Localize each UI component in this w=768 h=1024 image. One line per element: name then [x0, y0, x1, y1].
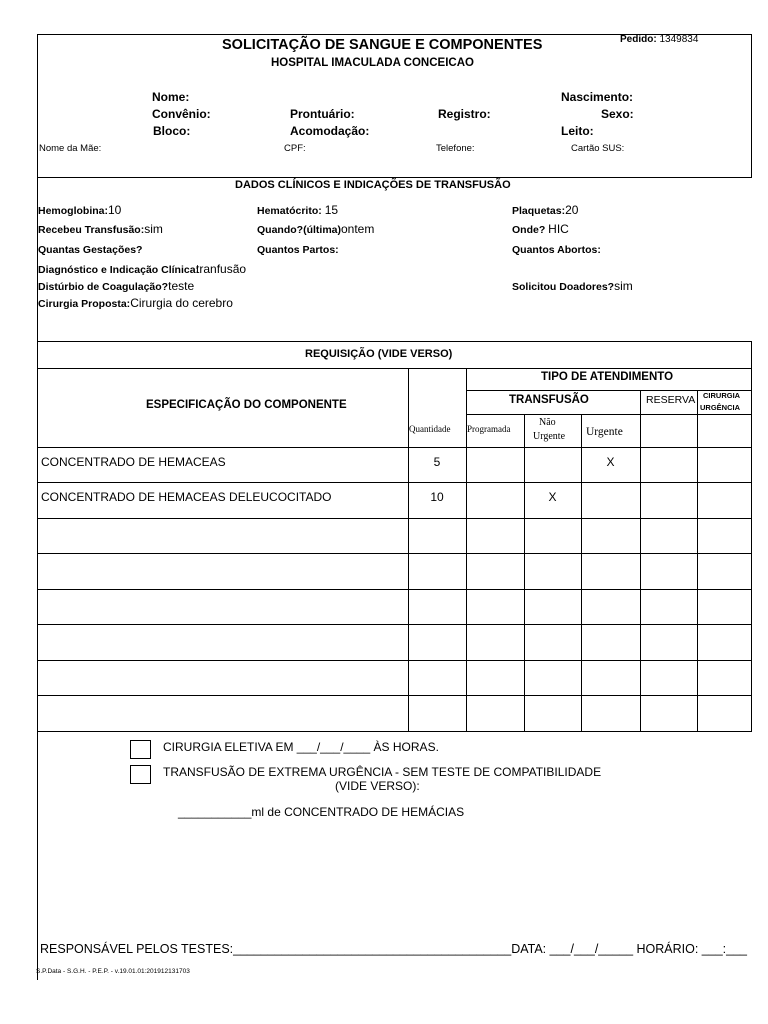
quando-value: ontem: [341, 222, 375, 236]
urgente-header: Urgente: [586, 426, 623, 438]
version-text: S.P.Data - S.G.H. - P.E.P. - v.19.01.01:201912131703: [36, 968, 190, 975]
reserva-header: RESERVA: [646, 394, 696, 406]
cpf-label: CPF:: [284, 143, 306, 154]
componente-cell: CONCENTRADO DE HEMACEAS DELEUCOCITADO: [41, 490, 332, 504]
transfusao-header: TRANSFUSÃO: [509, 394, 589, 406]
extrema-urgencia-text-1: TRANSFUSÃO DE EXTREMA URGÊNCIA - SEM TESTE DE COMPATIBILIDADE: [163, 765, 602, 779]
hemoglobina-label: Hemoglobina:: [38, 205, 108, 217]
gestacoes-label: Quantas Gestações?: [38, 244, 143, 256]
diagnostico-value: tranfusão: [196, 262, 247, 276]
quantidade-cell: 5: [433, 455, 441, 469]
cirurgia-field: [38, 296, 233, 310]
sexo-label: Sexo:: [601, 107, 634, 121]
pedido-label: Pedido:: [620, 34, 657, 45]
programada-header: Programada: [467, 424, 511, 434]
partos-label: Quantos Partos:: [257, 244, 339, 256]
recebeu-label: Recebeu Transfusão:: [38, 224, 145, 236]
nao-urgente-cell: X: [548, 490, 557, 504]
disturbio-value: teste: [168, 279, 195, 293]
doadores-value: sim: [614, 279, 633, 293]
plaquetas-value: 20: [565, 203, 579, 217]
eletiva-text: CIRURGIA ELETIVA EM ___/___/____ ÀS HORAS.: [163, 740, 439, 754]
requisicao-title: REQUISIÇÃO (VIDE VERSO): [305, 348, 453, 360]
eletiva-checkbox[interactable]: [130, 740, 151, 759]
disturbio-label: Distúrbio de Coagulação?: [38, 281, 169, 293]
recebeu-value: sim: [144, 222, 163, 236]
cartao-sus-label: Cartão SUS:: [571, 143, 625, 154]
prontuario-label: Prontuário:: [290, 107, 355, 121]
quando-label: Quando?(última): [257, 224, 341, 236]
plaquetas-label: Plaquetas:: [512, 205, 566, 217]
onde-field: [512, 222, 569, 236]
pedido-value: 1349834: [659, 34, 699, 45]
registro-label: Registro:: [438, 107, 491, 121]
hematocrito-label: Hematócrito:: [257, 205, 322, 217]
doadores-field: [512, 279, 633, 293]
telefone-label: Telefone:: [436, 143, 475, 154]
convenio-label: Convênio:: [152, 107, 211, 121]
nome-label: Nome:: [152, 90, 190, 104]
hematocrito-value: 15: [324, 203, 339, 217]
especificacao-header: ESPECIFICAÇÃO DO COMPONENTE: [146, 399, 347, 411]
abortos-label: Quantos Abortos:: [512, 244, 601, 256]
cirurgia-label: Cirurgia Proposta:: [38, 298, 131, 310]
hemoglobina-field: [38, 203, 121, 217]
diagnostico-label: Diagnóstico e Indicação Clínica:: [38, 264, 200, 276]
leito-label: Leito:: [561, 124, 594, 138]
componente-cell: CONCENTRADO DE HEMACEAS: [41, 455, 226, 469]
disturbio-field: [38, 279, 194, 293]
cirurgia-value: Cirurgia do cerebro: [130, 296, 233, 310]
nao-urgente-header-2: Urgente: [533, 431, 566, 442]
nome-mae-label: Nome da Mãe:: [39, 143, 102, 154]
form-title: SOLICITAÇÃO DE SANGUE E COMPONENTES: [222, 37, 543, 53]
plaquetas-field: [512, 203, 578, 217]
hospital-name: HOSPITAL IMACULADA CONCEICAO: [271, 57, 474, 69]
acomodacao-label: Acomodação:: [290, 124, 370, 138]
quando-field: [257, 222, 374, 236]
cirurgia-urgencia-header-1: CIRURGIA: [703, 391, 741, 400]
urgente-cell: X: [606, 455, 615, 469]
ml-concentrado-text: ___________ml de CONCENTRADO DE HEMÁCIAS: [178, 805, 465, 819]
nascimento-label: Nascimento:: [561, 90, 634, 104]
onde-value: HIC: [548, 222, 569, 236]
quantidade-header: Quantidade: [409, 424, 451, 434]
responsavel-line: RESPONSÁVEL PELOS TESTES:________________________________________DATA: ___/___/_____ HORÁRIO: ___:___: [40, 942, 747, 956]
tipo-atendimento-header: TIPO DE ATENDIMENTO: [541, 371, 674, 383]
extrema-urgencia-checkbox[interactable]: [130, 765, 151, 784]
pedido: [620, 34, 698, 45]
hemoglobina-value: 10: [108, 203, 122, 217]
nao-urgente-header-1: Não: [539, 417, 556, 428]
cirurgia-urgencia-header-2: URGÊNCIA: [700, 403, 741, 412]
clinical-section-title: DADOS CLÍNICOS E INDICAÇÕES DE TRANSFUSÃO: [235, 179, 511, 191]
recebeu-field: [38, 222, 163, 236]
onde-label: Onde?: [512, 224, 546, 236]
bloco-label: Bloco:: [153, 124, 191, 138]
diagnostico-field: [38, 262, 246, 276]
quantidade-cell: 10: [430, 490, 444, 504]
hematocrito-field: [257, 203, 338, 217]
extrema-urgencia-text-2: (VIDE VERSO):: [335, 779, 420, 793]
doadores-label: Solicitou Doadores?: [512, 281, 615, 293]
